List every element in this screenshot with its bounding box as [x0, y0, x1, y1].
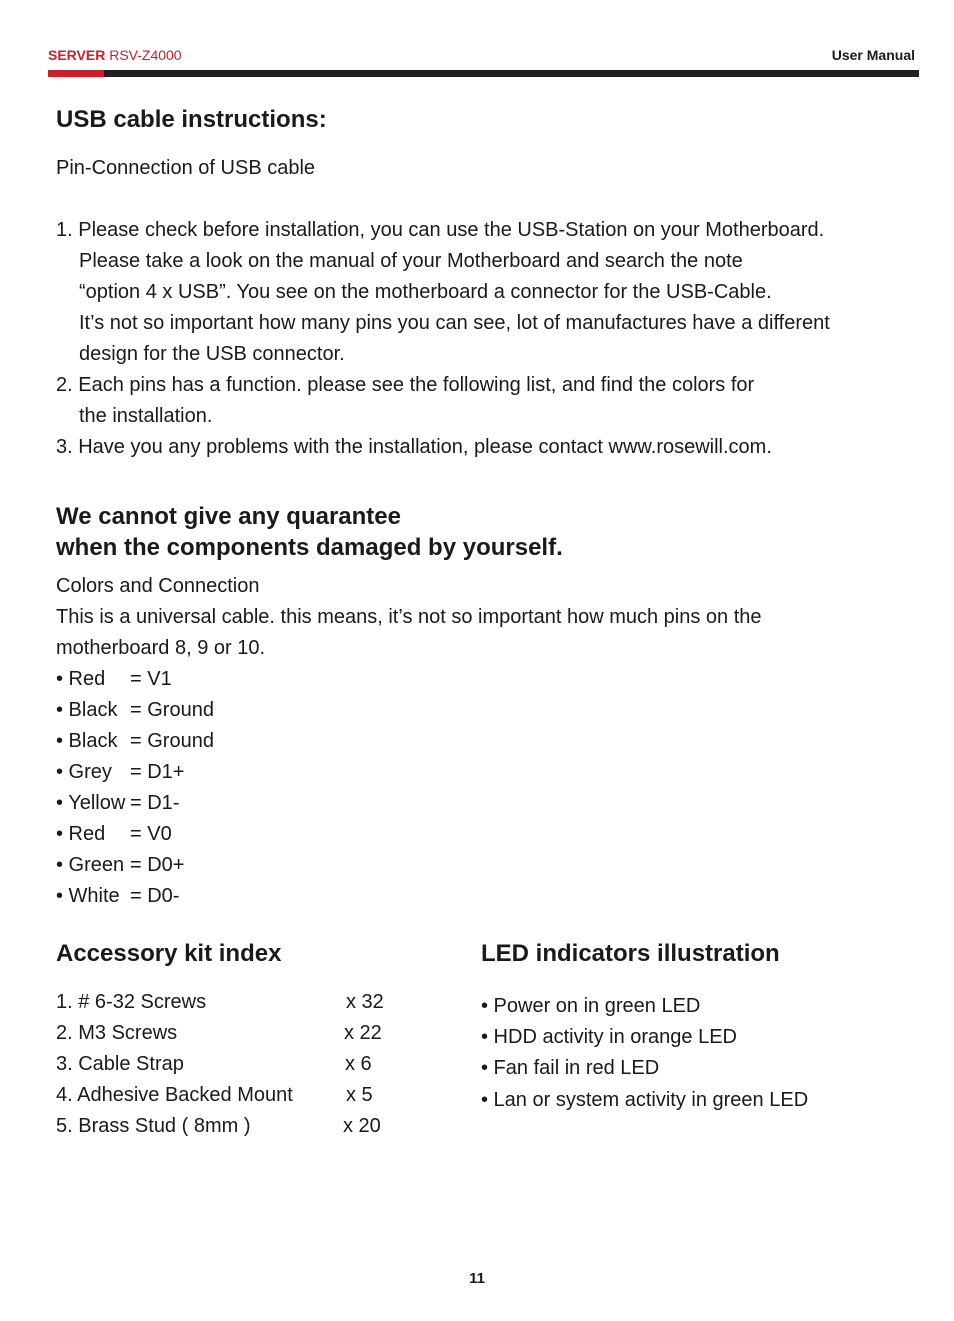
accessory-heading: Accessory kit index	[56, 940, 282, 967]
pin-color: • Green	[56, 854, 125, 876]
usb-instruction-line: 3. Have you any problems with the installation, please contact www.rosewill.com.	[56, 436, 772, 458]
usb-instruction-line: Please take a look on the manual of your Motherboard and search the note	[79, 250, 743, 272]
pin-value: = V1	[130, 668, 172, 690]
pin-value: = D0+	[130, 854, 185, 876]
accessory-item-name: 3. Cable Strap	[56, 1053, 184, 1075]
accessory-item-name: 2. M3 Screws	[56, 1022, 178, 1044]
pin-value: = Ground	[130, 730, 214, 752]
pin-value: = V0	[130, 823, 172, 845]
warning-heading-line-1: We cannot give any quarantee	[56, 503, 401, 530]
pin-value: = Ground	[130, 699, 214, 721]
colors-intro: This is a universal cable. this means, it’s not so important how much pins on the	[56, 606, 762, 628]
pin-item	[56, 881, 179, 912]
usb-subheading: Pin-Connection of USB cable	[56, 157, 316, 179]
usb-heading: USB cable instructions:	[56, 106, 327, 133]
pin-color: • Red	[56, 823, 106, 845]
accessory-item	[56, 987, 384, 1018]
pin-color: • Grey	[56, 761, 112, 783]
pin-color: • Yellow	[56, 792, 126, 814]
warning-heading-line-2: when the components damaged by yourself.	[56, 534, 563, 561]
header-model	[48, 47, 182, 63]
accessory-item-qty: x 32	[346, 991, 384, 1013]
accessory-item-qty: x 5	[346, 1084, 373, 1106]
pin-item	[56, 819, 172, 850]
led-item: • Lan or system activity in green LED	[481, 1089, 809, 1111]
pin-item	[56, 788, 179, 819]
accessory-item-name: 5. Brass Stud ( 8mm )	[56, 1115, 251, 1137]
led-heading: LED indicators illustration	[481, 940, 780, 967]
header-model-number: RSV-Z4000	[109, 47, 182, 63]
header-rule	[104, 70, 919, 77]
pin-item	[56, 695, 214, 726]
page-number: 11	[469, 1270, 485, 1287]
accessory-item-name: 4. Adhesive Backed Mount	[56, 1084, 293, 1106]
usb-instruction-line: design for the USB connector.	[79, 343, 345, 365]
accessory-item	[56, 1111, 381, 1142]
usb-instruction-line: the installation.	[79, 405, 213, 427]
usb-instruction-line: It’s not so important how many pins you can see, lot of manufactures have a different	[79, 312, 830, 334]
pin-value: = D1-	[130, 792, 180, 814]
accessory-item-qty: x 20	[343, 1115, 381, 1137]
header-accent-rule	[48, 70, 104, 77]
pin-value: = D1+	[130, 761, 185, 783]
pin-item	[56, 726, 214, 757]
header-brand: SERVER	[48, 47, 106, 63]
pin-color: • Red	[56, 668, 106, 690]
accessory-item-qty: x 22	[344, 1022, 382, 1044]
usb-instruction-line: “option 4 x USB”. You see on the motherboard a connector for the USB-Cable.	[79, 281, 772, 303]
pin-color: • White	[56, 885, 120, 907]
pin-color: • Black	[56, 730, 118, 752]
header-manual-title: User Manual	[831, 47, 915, 63]
pin-item	[56, 664, 172, 695]
led-item: • HDD activity in orange LED	[481, 1026, 737, 1048]
colors-title: Colors and Connection	[56, 575, 260, 597]
pin-value: = D0-	[130, 885, 180, 907]
accessory-item	[56, 1018, 382, 1049]
usb-instruction-line: 2. Each pins has a function. please see the following list, and find the colors for	[56, 374, 755, 396]
led-item: • Power on in green LED	[481, 995, 701, 1017]
pin-item	[56, 850, 184, 881]
pin-color: • Black	[56, 699, 118, 721]
accessory-item	[56, 1080, 373, 1111]
pin-item	[56, 757, 184, 788]
accessory-item-name: 1. # 6-32 Screws	[56, 991, 207, 1013]
accessory-item-qty: x 6	[345, 1053, 372, 1075]
colors-intro: motherboard 8, 9 or 10.	[56, 637, 266, 659]
usb-instruction-line: 1. Please check before installation, you can use the USB-Station on your Motherboard.	[56, 219, 825, 241]
led-item: • Fan fail in red LED	[481, 1057, 660, 1079]
accessory-item	[56, 1049, 372, 1080]
